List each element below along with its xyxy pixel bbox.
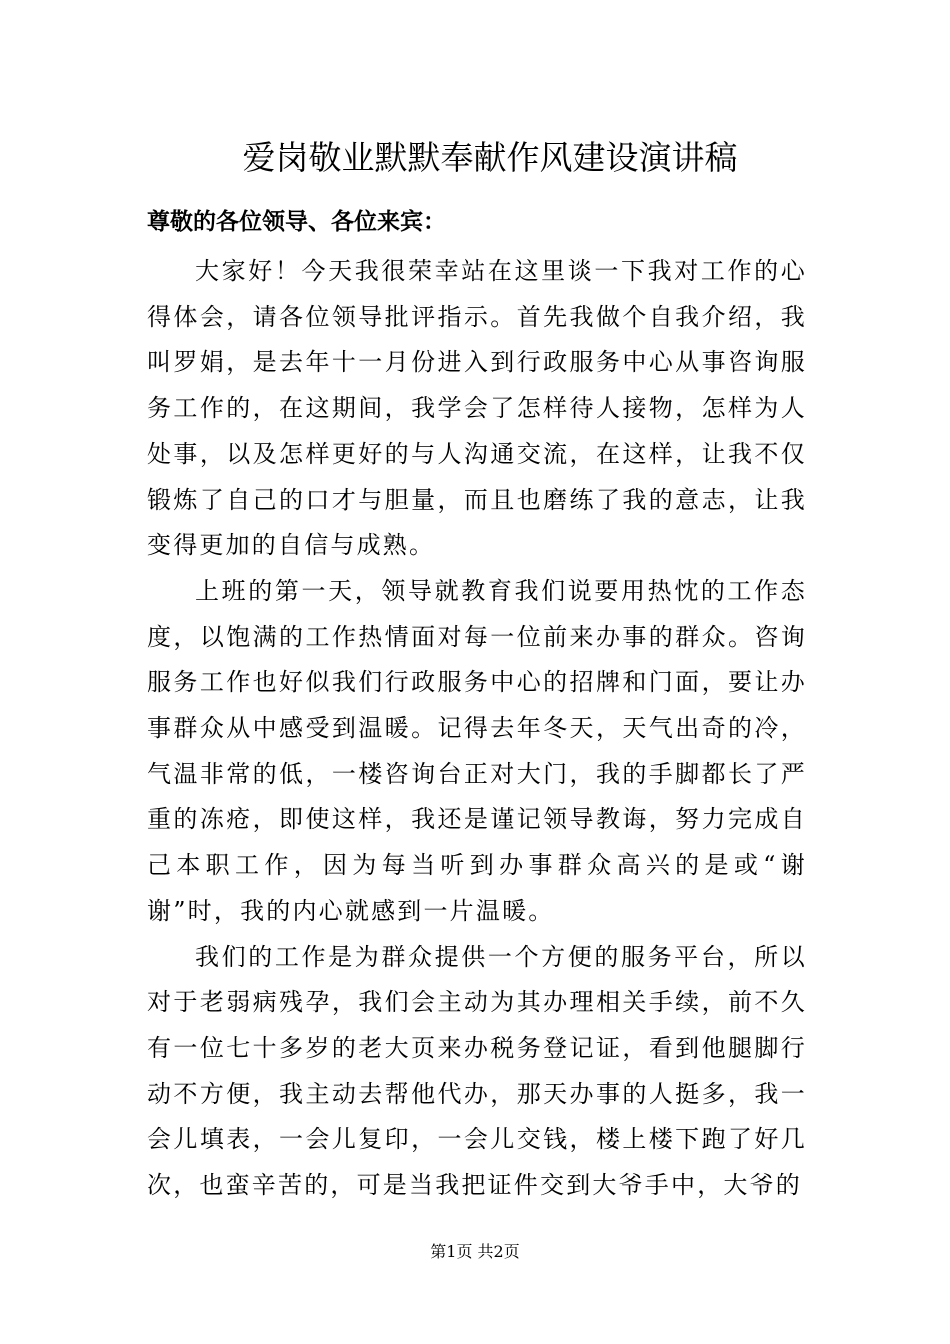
paragraph: 我们的工作是为群众提供一个方便的服务平台，所以对于老弱病残孕，我们会主动为其办理相关手续，前不久有一位七十多岁的老大页来办税务登记证，看到他腿脚行动不方便，我主动去帮他代办，那天办事的人挺多，我一会儿填表，一会儿复印，一会儿交钱，楼上楼下跑了好几次，也蛮辛苦的，可是当我把证件交到大爷手中，大爷的 — [147, 942, 807, 1200]
document-title: 爱岗敬业默默奉献作风建设演讲稿 — [242, 138, 738, 177]
paragraph: 大家好！今天我很荣幸站在这里谈一下我对工作的心得体会，请各位领导批评指示。首先我做个自我介绍，我叫罗娟，是去年十一月份进入到行政服务中心从事咨询服务工作的，在这期间，我学会了怎样待人接物，怎样为人处事，以及怎样更好的与人沟通交流，在这样，让我不仅锻炼了自己的口才与胆量，而且也磨练了我的意志，让我变得更加的自信与成熟。 — [147, 257, 807, 560]
page-number-footer: 第1页 共2页 — [430, 1242, 520, 1261]
salutation: 尊敬的各位领导、各位来宾： — [147, 208, 446, 235]
paragraph: 上班的第一天，领导就教育我们说要用热忱的工作态度，以饱满的工作热情面对每一位前来办事的群众。咨询服务工作也好似我们行政服务中心的招牌和门面，要让办事群众从中感受到温暖。记得去年冬天，天气出奇的冷，气温非常的低，一楼咨询台正对大门，我的手脚都长了严重的冻疮，即使这样，我还是谨记领导教诲，努力完成自己本职工作，因为每当听到办事群众高兴的是或“谢谢”时，我的内心就感到一片温暖。 — [147, 576, 807, 925]
document-body — [147, 249, 807, 1209]
